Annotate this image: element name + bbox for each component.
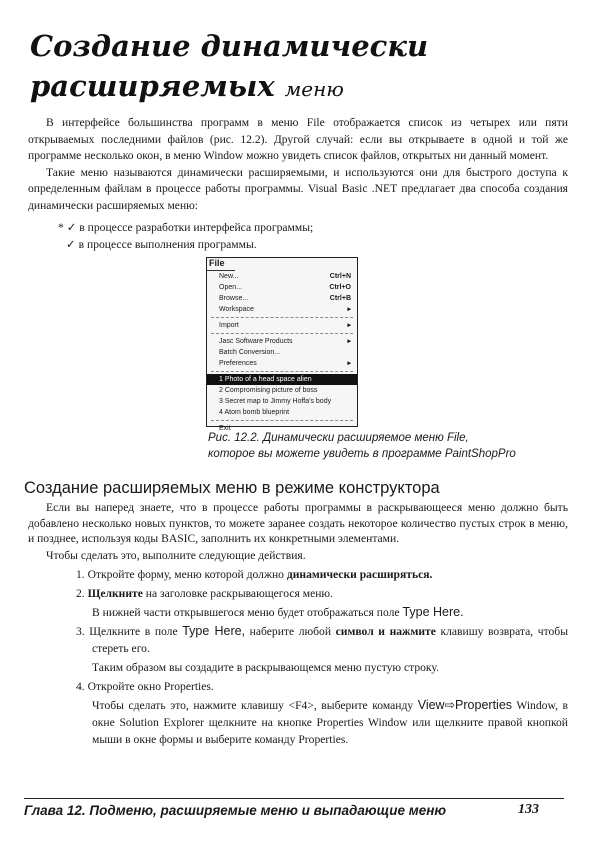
menu-item-label: Open... xyxy=(219,284,242,291)
step-2: 2. Щелкните на заголовке раскрывающегося меню. xyxy=(76,587,333,600)
menu-item-label: Browse... xyxy=(219,295,249,302)
menu-item-shortcut: ▸ xyxy=(347,322,351,329)
bullet-item: ✓ в процессе выполнения программы. xyxy=(66,238,257,251)
step-4: 4. Откройте окно Properties. xyxy=(76,680,214,693)
menu-item-label: New... xyxy=(219,273,239,280)
menu-item xyxy=(207,282,357,293)
figure-caption: Рис. 12.2. Динамически расширяемое меню File, которое вы можете увидеть в программе PaintShopPro xyxy=(208,432,516,460)
menu-item xyxy=(207,320,357,331)
page-number: 133 xyxy=(518,802,539,817)
menu-item xyxy=(207,304,357,315)
menu-item-label: 1 Photo of a head space alien xyxy=(219,376,312,383)
footer-chapter: Глава 12. Подменю, расширяемые меню и выпадающие меню xyxy=(24,803,447,818)
menu-item xyxy=(207,374,357,385)
menu-separator xyxy=(211,317,353,318)
menu-item-shortcut: ▸ xyxy=(347,360,351,367)
figure-file-menu xyxy=(206,257,358,432)
step-1: 1. Откройте форму, меню которой должно динамически расширяться. xyxy=(76,568,433,581)
step-3: 3. Щелкните в поле Type Here, наберите любой символ и нажмите клавишу возврата, чтобы стереть его. xyxy=(76,624,568,655)
bullet-item: * ✓ в процессе разработки интерфейса программы; xyxy=(58,221,314,234)
menu-separator xyxy=(211,420,353,421)
menu-item-shortcut: Ctrl+B xyxy=(329,295,351,302)
menu-item-label: Workspace xyxy=(219,306,254,313)
menu-item-label: 4 Atom bomb blueprint xyxy=(219,409,290,416)
paragraph: В интерфейсе большинства программ в меню File отображается список из четырех или пяти открываемых последними файлов (рис. 12.2). Другой случай: если вы открываете в одной и той же программе несколько окон, в меню Window можно увидеть список файлов, открытых ни данный момент. xyxy=(28,116,568,162)
page-body xyxy=(24,115,568,748)
menu-item-label: Exit xyxy=(219,425,231,432)
paragraph: Если вы наперед знаете, что в процессе работы программы в раскрывающееся меню должно быть добавлено несколько новых пунктов, то можете заранее создать некоторое количество пустых строк в меню, и позднее, используя коды BASIC, заполнить их конкретными элементами. xyxy=(28,501,568,545)
menu-separator xyxy=(211,371,353,372)
menu-item-shortcut: Ctrl+N xyxy=(329,273,351,280)
menu-item-label: Preferences xyxy=(219,360,257,367)
menu-item-shortcut: Ctrl+O xyxy=(329,284,351,291)
menu-item-label: 2 Compromising picture of boss xyxy=(219,387,318,394)
menu-item xyxy=(207,347,357,358)
menu-item xyxy=(207,336,357,347)
menu-item-label: Jasc Software Products xyxy=(219,338,293,345)
menu-item xyxy=(207,396,357,407)
menu-item-label: Import xyxy=(219,322,239,329)
page-title: Создание динамически расширяемых меню xyxy=(30,29,429,103)
paragraph: Чтобы сделать это, выполните следующие действия. xyxy=(46,548,306,562)
menu-item-label: Batch Conversion... xyxy=(219,349,281,356)
menu-item xyxy=(207,271,357,282)
step-3-note: Таким образом вы создадите в раскрывающемся меню пустую строку. xyxy=(92,661,439,674)
menu-item-label: 3 Secret map to Jimmy Hoffa's body xyxy=(219,398,332,405)
menu-item xyxy=(207,407,357,418)
paragraph: Такие меню называются динамически расширяемыми, и используются они для быстрого доступа к определенным файлам в процессе работы программы. Visual Basic .NET предлагает два способа создания динамически расширяемых меню: xyxy=(28,165,568,212)
menu-title: File xyxy=(207,258,235,271)
menu-separator xyxy=(211,333,353,334)
section-heading: Создание расширяемых меню в режиме конструктора xyxy=(24,479,440,497)
menu-item xyxy=(207,293,357,304)
menu-item-shortcut: ▸ xyxy=(347,306,351,313)
menu-item xyxy=(207,385,357,396)
step-2-note: В нижней части открывшегося меню будет отображаться поле Type Here. xyxy=(92,605,464,619)
menu-item xyxy=(207,423,357,434)
menu-item-shortcut: ▸ xyxy=(347,338,351,345)
footer-divider xyxy=(24,798,564,799)
step-4-note: Чтобы сделать это, нажмите клавишу <F4>, выберите команду View⇨Properties Window, в окне Solution Explorer щелкните на кнопке Properties Window или щелкните правой кнопкой мыши в окне формы и выберите команду Properties. xyxy=(92,698,568,746)
menu-item xyxy=(207,358,357,369)
